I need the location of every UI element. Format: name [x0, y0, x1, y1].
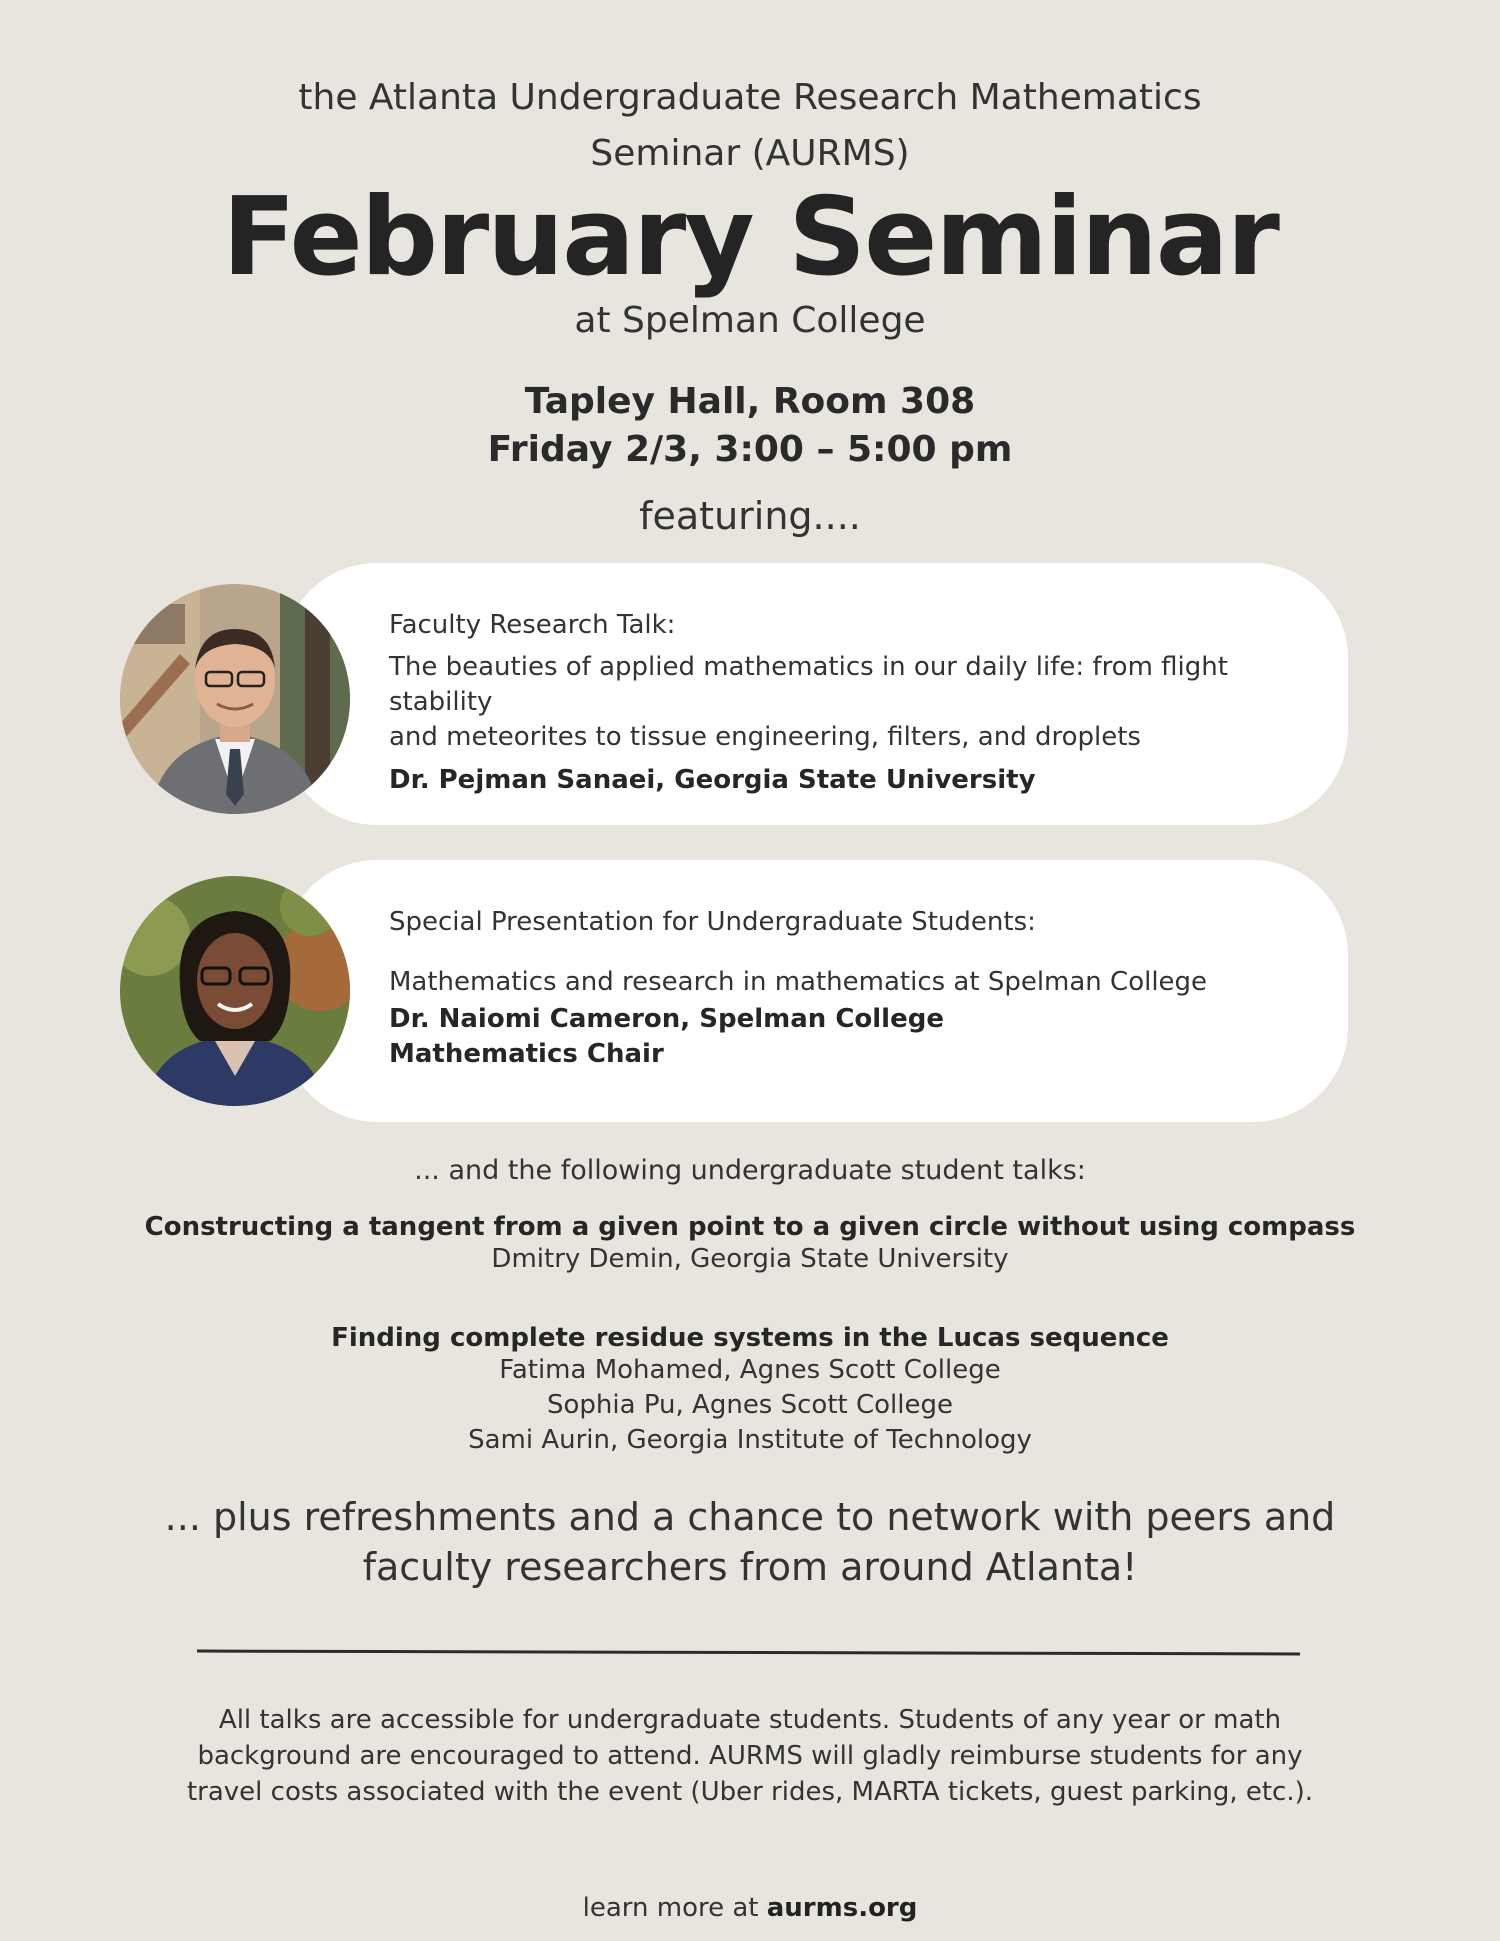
student-talk-2-author-1: Fatima Mohamed, Agnes Scott College	[499, 1355, 1001, 1385]
speaker-photo-sanaei	[120, 584, 350, 814]
student-talk-1-title: Constructing a tangent from a given point to a given circle without using compass	[144, 1212, 1356, 1242]
special-presentation-card	[282, 860, 1348, 1122]
datetime: Friday 2/3, 3:00 – 5:00 pm	[487, 429, 1013, 470]
location-datetime	[0, 378, 1500, 474]
speaker-photo-cameron-image	[120, 876, 350, 1106]
website-link[interactable]: aurms.org	[766, 1893, 918, 1923]
student-talk-2	[0, 1323, 1500, 1458]
organization-name	[0, 70, 1500, 182]
student-talk-2-author-2: Sophia Pu, Agnes Scott College	[547, 1390, 953, 1420]
special-presentation-speaker-line-2: Mathematics Chair	[389, 1039, 664, 1069]
student-talk-1	[0, 1212, 1500, 1277]
note-line-1: All talks are accessible for undergraduate students. Students of any year or math	[218, 1705, 1282, 1735]
accessibility-note	[0, 1702, 1500, 1810]
special-presentation-speaker	[389, 1002, 1308, 1072]
learn-more-prefix: learn more at	[582, 1893, 767, 1923]
faculty-talk-title-line-2: and meteorites to tissue engineering, filters, and droplets	[389, 722, 1141, 752]
page-title: February Seminar	[222, 175, 1278, 300]
org-line-2: Seminar (AURMS)	[590, 133, 910, 174]
note-line-3: travel costs associated with the event (Uber rides, MARTA tickets, guest parking, etc.).	[186, 1777, 1314, 1807]
faculty-talk-card	[282, 563, 1348, 825]
learn-more	[0, 1893, 1500, 1923]
faculty-talk-title	[389, 650, 1308, 755]
refreshments-note	[0, 1492, 1500, 1592]
student-talk-1-author-1: Dmitry Demin, Georgia State University	[491, 1244, 1009, 1274]
divider	[197, 1650, 1300, 1656]
special-presentation-speaker-line-1: Dr. Naiomi Cameron, Spelman College	[389, 1004, 944, 1034]
org-line-1: the Atlanta Undergraduate Research Mathematics	[298, 77, 1202, 118]
location: Tapley Hall, Room 308	[524, 381, 976, 422]
faculty-talk-title-line-1: The beauties of applied mathematics in our daily life: from flight stability	[389, 652, 1228, 717]
speaker-photo-sanaei-image	[120, 584, 350, 814]
faculty-talk-speaker: Dr. Pejman Sanaei, Georgia State University	[389, 765, 1036, 795]
refreshments-line-1: ... plus refreshments and a chance to network with peers and	[164, 1495, 1336, 1539]
special-presentation-label: Special Presentation for Undergraduate Students:	[389, 907, 1036, 937]
student-talk-2-title: Finding complete residue systems in the Lucas sequence	[331, 1323, 1169, 1353]
featuring-label: featuring....	[639, 494, 861, 538]
student-talks-intro: ... and the following undergraduate student talks:	[414, 1155, 1086, 1186]
refreshments-line-2: faculty researchers from around Atlanta!	[362, 1545, 1138, 1589]
note-line-2: background are encouraged to attend. AURMS will gladly reimburse students for any	[197, 1741, 1303, 1771]
student-talk-2-author-3: Sami Aurin, Georgia Institute of Technology	[468, 1425, 1032, 1455]
venue: at Spelman College	[574, 300, 926, 341]
special-presentation-title: Mathematics and research in mathematics at Spelman College	[389, 967, 1208, 997]
speaker-photo-cameron	[120, 876, 350, 1106]
faculty-talk-label: Faculty Research Talk:	[389, 610, 676, 640]
